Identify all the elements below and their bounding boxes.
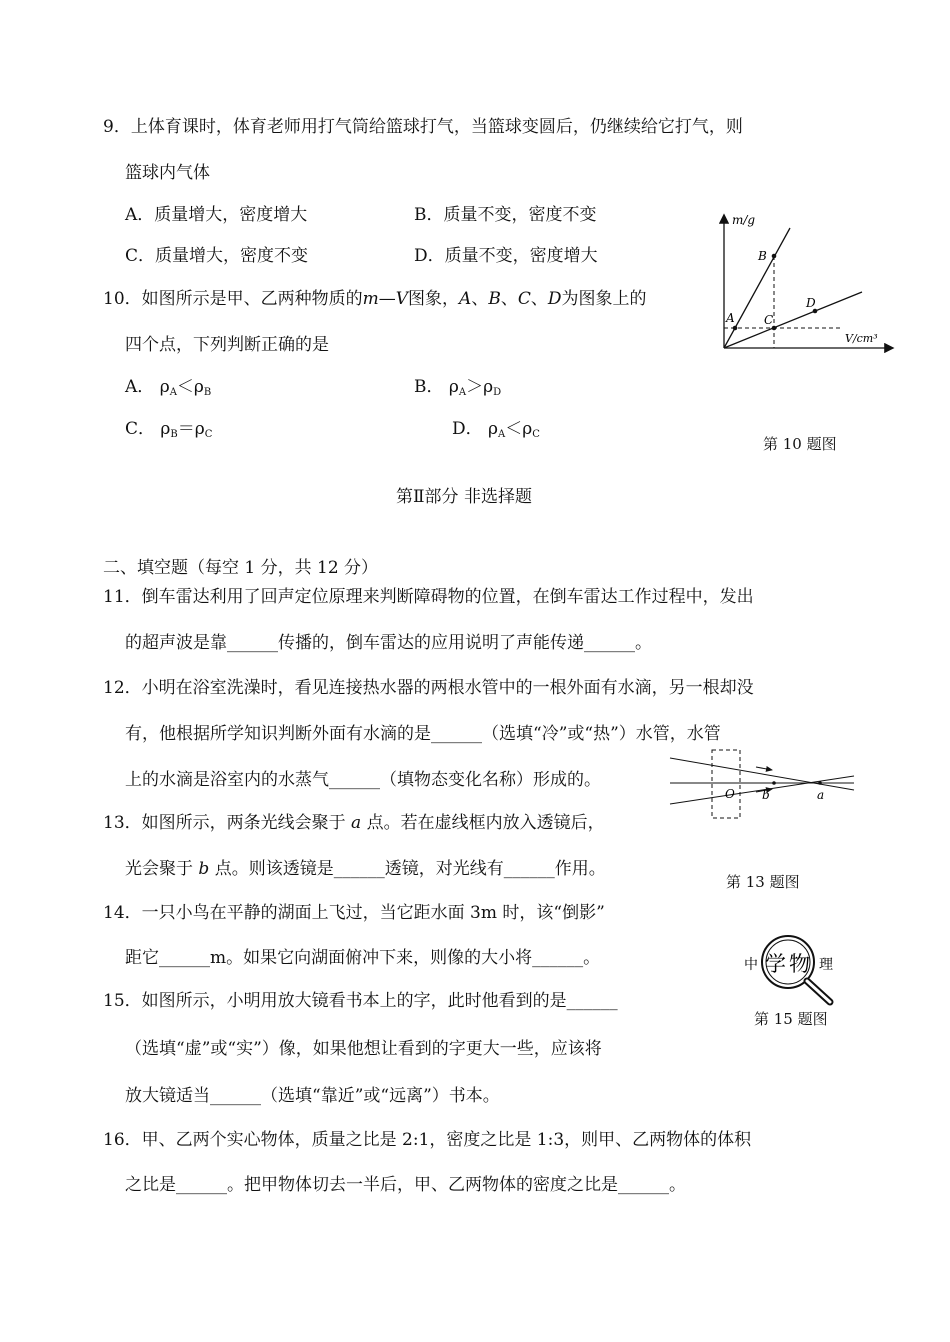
q14-line2: 距它______m。如果它向湖面俯冲下来，则像的大小将______。 <box>125 948 601 968</box>
label-c: C <box>764 313 774 327</box>
q10-stem-line2: 四个点，下列判断正确的是 <box>125 335 329 355</box>
q14-line1: 14．一只小鸟在平静的湖面上飞过，当它距水面 3m 时，该“倒影” <box>103 903 605 923</box>
label-a: A <box>726 311 735 325</box>
q15-magnifier-figure <box>740 926 844 1008</box>
x-axis-label: V/cm³ <box>845 332 878 345</box>
q13-lens-diagram <box>666 748 858 822</box>
q13-figure-caption: 第 13 题图 <box>726 873 800 891</box>
q10-option-a: A． $\rho_A<\rho_B$ <box>125 377 212 398</box>
q10-figure-caption: 第 10 题图 <box>763 435 837 453</box>
char-zhong: 中 <box>744 957 758 973</box>
q11-line2: 的超声波是靠______传播的，倒车雷达的应用说明了声能传递______。 <box>125 633 652 653</box>
point-a <box>733 326 738 331</box>
label-o: O <box>725 787 735 801</box>
q9-option-a: A．质量增大，密度增大 <box>125 205 308 225</box>
char-xue: 学 <box>765 952 786 976</box>
q10-option-d: D． $\rho_A<\rho_C$ <box>452 419 540 440</box>
ray-upper <box>670 758 854 790</box>
label-b-point: b <box>762 788 770 802</box>
section2-title: 二、填空题（每空 1 分，共 12 分） <box>103 558 379 578</box>
char-li: 理 <box>819 957 833 973</box>
y-axis-label: m/g <box>732 213 756 227</box>
char-wu: 物 <box>789 952 810 976</box>
q12-line2: 有，他根据所学知识判断外面有水滴的是______（选填“冷”或“热”）水管，水管 <box>125 724 721 744</box>
q10-stem-line1: 10．如图所示是甲、乙两种物质的m—V图象，A、B、C、D为图象上的 <box>103 289 647 309</box>
point-b <box>772 254 777 259</box>
label-b: B <box>758 249 767 263</box>
label-a-point: a <box>817 788 825 802</box>
q11-line1: 11．倒车雷达利用了回声定位原理来判断障碍物的位置，在倒车雷达工作过程中，发出 <box>103 587 754 607</box>
q9-option-b: B．质量不变，密度不变 <box>414 205 597 225</box>
point-a-marker <box>818 781 822 785</box>
part2-title: 第Ⅱ部分 非选择题 <box>396 487 532 507</box>
label-d: D <box>806 296 816 310</box>
q16-line2: 之比是______。把甲物体切去一半后，甲、乙两物体的密度之比是______。 <box>125 1175 686 1195</box>
q10-option-b: B． $\rho_A>\rho_D$ <box>414 377 502 398</box>
q10-option-c: C． $\rho_B=\rho_C$ <box>125 419 213 440</box>
q15-line1: 15．如图所示，小明用放大镜看书本上的字，此时他看到的是______ <box>103 991 618 1011</box>
q13-line1: 13．如图所示，两条光线会聚于 a 点。若在虚线框内放入透镜后， <box>103 813 605 833</box>
q12-line1: 12．小明在浴室洗澡时，看见连接热水器的两根水管中的一根外面有水滴，另一根却没 <box>103 678 754 698</box>
q9-option-c: C．质量增大，密度不变 <box>125 246 309 266</box>
arrow-upper <box>756 767 772 770</box>
q10-mv-graph <box>712 208 902 358</box>
q15-line2: （选填“虚”或“实”）像，如果他想让看到的字更大一些，应该将 <box>125 1039 602 1059</box>
q12-line3: 上的水滴是浴室内的水蒸气______（填物态变化名称）形成的。 <box>125 770 601 790</box>
point-b-marker <box>772 781 776 785</box>
q13-line2: 光会聚于 b 点。则该透镜是______透镜，对光线有______作用。 <box>125 859 606 879</box>
q9-stem-line1: 9．上体育课时，体育老师用打气筒给篮球打气，当篮球变圆后，仍继续给它打气，则 <box>103 117 743 137</box>
q9-stem-line2: 篮球内气体 <box>125 163 210 183</box>
q15-figure-caption: 第 15 题图 <box>754 1010 828 1028</box>
magnifier-handle-inner <box>807 981 830 1002</box>
q16-line1: 16．甲、乙两个实心物体，质量之比是 2:1，密度之比是 1:3，则甲、乙两物体的体积 <box>103 1130 752 1150</box>
q15-line3: 放大镜适当______（选填“靠近”或“远离”）书本。 <box>125 1086 500 1106</box>
line-yi <box>724 292 862 348</box>
dashed-box <box>712 750 740 818</box>
q9-option-d: D．质量不变，密度增大 <box>414 246 598 266</box>
